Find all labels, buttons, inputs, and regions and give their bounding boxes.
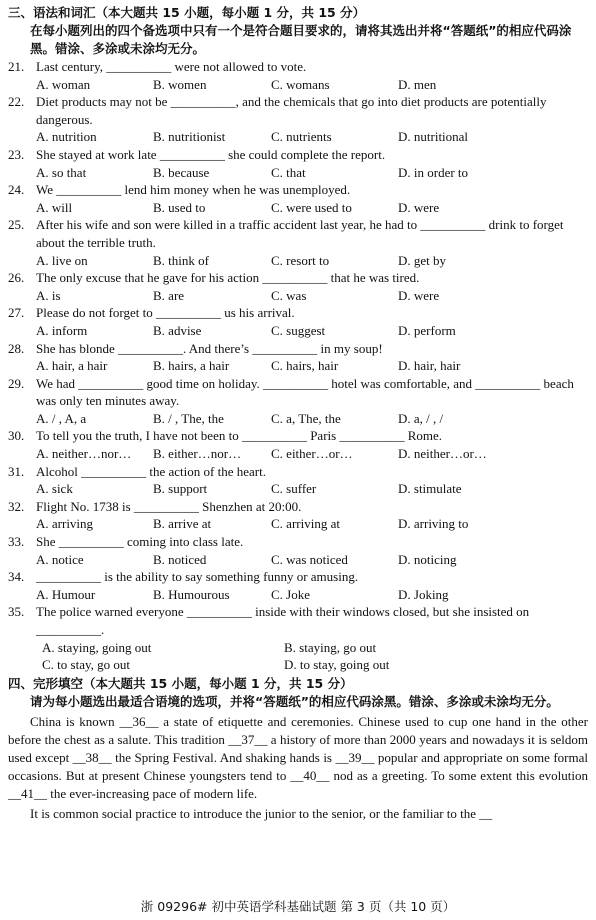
section4-instruction: 请为每小题选出最适合语境的选项，并将“答题纸”的相应代码涂黑。错涂、多涂或未涂均无分。 — [30, 693, 559, 709]
option-row — [8, 76, 588, 94]
option-a[interactable]: A. hair, a hair — [36, 358, 108, 374]
option-row — [8, 515, 588, 533]
option-row — [8, 287, 588, 305]
question-item — [8, 340, 588, 375]
question-item — [8, 58, 588, 93]
option-a[interactable]: A. live on — [36, 252, 88, 268]
question-item — [8, 568, 588, 603]
question-number: 23. — [8, 146, 25, 162]
question-stem-row — [8, 58, 588, 76]
option-c[interactable]: C. either…or… — [271, 446, 353, 462]
option-d[interactable]: D. hair, hair — [398, 358, 461, 374]
option-d[interactable]: D. Joking — [398, 586, 449, 602]
question-stem: Alcohol __________ the action of the heart. — [36, 463, 266, 479]
question-stem: The police warned everyone __________ inside with their windows closed, but she insisted on __________. — [36, 604, 530, 637]
question-stem: We had __________ good time on holiday. __________ hotel was comfortable, and __________ beach was only ten minutes away. — [36, 375, 574, 409]
option-row — [8, 164, 588, 182]
option-c[interactable]: C. was noticed — [271, 551, 348, 567]
question-item — [8, 146, 588, 181]
option-b[interactable]: B. hairs, a hair — [153, 358, 230, 374]
option-b[interactable]: B. used to — [153, 199, 206, 215]
option-row — [8, 252, 588, 270]
option-a[interactable]: A. inform — [36, 322, 88, 338]
question-item — [8, 269, 588, 304]
option-row — [8, 586, 588, 604]
question-number: 21. — [8, 59, 25, 74]
option-d[interactable]: D. a, / , / — [398, 410, 444, 426]
question-stem: Flight No. 1738 is __________ Shenzhen at 20:00. — [36, 498, 302, 514]
option-row — [8, 480, 588, 498]
question-stem: Please do not forget to __________ us his arrival. — [36, 305, 295, 321]
option-a[interactable]: A. / , A, a — [36, 410, 87, 426]
option-a[interactable]: A. arriving — [36, 516, 94, 532]
option-row — [8, 357, 588, 375]
question-item — [8, 181, 588, 216]
question-stem: We __________ lend him money when he was unemployed. — [36, 182, 351, 198]
question-stem-row — [8, 340, 588, 358]
question-number: 26. — [8, 270, 25, 286]
option-d[interactable]: D. men — [398, 76, 437, 92]
question-stem: After his wife and son were killed in a traffic accident last year, he had to __________ drink to forget about the terrible truth. — [36, 217, 564, 250]
cloze-paragraph-2-text: It is common social practice to introduce the junior to the senior, or the familiar to the __ — [30, 805, 493, 821]
section3-instruction: 在每小题列出的四个备选项中只有一个是符合题目要求的，请将其选出并将“答题纸”的相应代码涂黑。错涂、多涂或未涂均无分。 — [30, 23, 572, 56]
option-d[interactable]: D. were — [398, 199, 440, 215]
question-stem: To tell you the truth, I have not been to __________ Paris __________ Rome. — [36, 428, 443, 444]
option-c[interactable]: C. was — [271, 287, 307, 303]
cloze-paragraph-1-text: China is known __36__ a state of etiquette and ceremonies. Chinese used to cup one hand in the other before the chest as a salute. This tradition __37__ a history of more than 2000 years and nowadays it is seldom used except __38__ the Spring Festival. And shaking hands is __39__ popular and appropriate on some formal occasions. But at present Chinese youngsters tend to __40__ nod as a greeting. To some extent this evolution __41__ the ever-increasing pace of modern life. — [8, 713, 588, 801]
question-stem-row — [8, 216, 588, 251]
option-a[interactable]: A. staying, going out — [42, 639, 152, 655]
question-item — [8, 304, 588, 339]
option-a[interactable]: A. Humour — [36, 586, 96, 602]
question-number: 31. — [8, 463, 25, 479]
question-number: 22. — [8, 94, 25, 110]
option-c[interactable]: C. arriving at — [271, 516, 340, 532]
option-d[interactable]: D. get by — [398, 252, 447, 268]
question-number: 32. — [8, 498, 25, 514]
option-a[interactable]: A. woman — [36, 76, 91, 92]
page-footer: 浙 09296# 初中英语学科基础试题 第 3 页（共 10 页） — [140, 899, 456, 914]
question-stem: The only excuse that he gave for his action __________ that he was tired. — [36, 270, 420, 286]
question-stem-row — [8, 533, 588, 551]
option-d[interactable]: D. arriving to — [398, 516, 469, 532]
question-number: 30. — [8, 428, 25, 444]
option-b[interactable]: B. advise — [153, 322, 202, 338]
option-d[interactable]: D. noticing — [398, 551, 457, 567]
option-a[interactable]: A. nutrition — [36, 129, 97, 145]
option-c[interactable]: C. a, The, the — [271, 410, 341, 426]
question-number: 25. — [8, 217, 25, 233]
option-b[interactable]: B. nutritionist — [153, 129, 226, 145]
question-stem-row — [8, 181, 588, 199]
question-list — [8, 58, 588, 674]
question-stem-row — [8, 93, 588, 128]
option-c[interactable]: C. were used to — [271, 199, 352, 215]
section4-title: 四、完形填空（本大题共 15 小题，每小题 1 分，共 15 分） — [8, 675, 353, 691]
question-number: 29. — [8, 375, 25, 391]
question-item — [8, 375, 588, 428]
option-b[interactable]: B. support — [153, 481, 208, 497]
question-stem: She has blonde __________. And there’s __________ in my soup! — [36, 340, 383, 356]
question-item — [8, 603, 588, 673]
exam-page — [8, 4, 588, 823]
option-b[interactable]: B. are — [153, 287, 185, 303]
option-b[interactable]: B. either…nor… — [153, 446, 242, 462]
option-b[interactable]: B. noticed — [153, 551, 207, 567]
question-stem-row — [8, 603, 588, 638]
section3-title: 三、语法和词汇（本大题共 15 小题，每小题 1 分，共 15 分） — [8, 5, 366, 20]
question-stem: Last century, __________ were not allowed to vote. — [36, 59, 307, 74]
question-number: 28. — [8, 340, 25, 356]
option-b[interactable]: B. / , The, the — [153, 410, 224, 426]
option-d[interactable]: D. nutritional — [398, 129, 469, 145]
option-c[interactable]: C. Joke — [271, 586, 310, 602]
option-b[interactable]: B. think of — [153, 252, 209, 268]
question-item — [8, 427, 588, 462]
question-stem: __________ is the ability to say something funny or amusing. — [36, 569, 359, 585]
question-stem: She stayed at work late __________ she could complete the report. — [36, 146, 386, 162]
option-d[interactable]: D. neither…or… — [398, 446, 487, 462]
option-c[interactable]: C. suggest — [271, 322, 326, 338]
question-stem-row — [8, 463, 588, 481]
question-number: 27. — [8, 305, 25, 321]
question-stem-row — [8, 427, 588, 445]
option-row — [8, 128, 588, 146]
option-a[interactable]: A. is — [36, 287, 61, 303]
option-c[interactable]: C. hairs, hair — [271, 358, 339, 374]
option-a[interactable]: A. so that — [36, 164, 87, 180]
question-number: 33. — [8, 534, 25, 550]
cloze-paragraph-1 — [8, 713, 588, 803]
option-d[interactable]: D. were — [398, 287, 440, 303]
option-d[interactable]: D. perform — [398, 322, 456, 338]
question-stem-row — [8, 498, 588, 516]
option-a[interactable]: A. notice — [36, 551, 84, 567]
option-a[interactable]: A. sick — [36, 481, 73, 497]
option-d[interactable]: D. stimulate — [398, 481, 462, 497]
option-row — [8, 199, 588, 217]
question-stem: She __________ coming into class late. — [36, 534, 244, 550]
option-a[interactable]: A. neither…nor… — [36, 446, 132, 462]
option-b[interactable]: B. women — [153, 76, 207, 92]
question-number: 35. — [8, 604, 25, 620]
option-c[interactable]: C. resort to — [271, 252, 330, 268]
option-row — [8, 410, 588, 428]
question-item — [8, 216, 588, 269]
question-item — [8, 463, 588, 498]
question-stem-row — [8, 146, 588, 164]
question-stem-row — [8, 304, 588, 322]
question-stem-row — [8, 269, 588, 287]
option-d[interactable]: D. to stay, going out — [284, 657, 390, 673]
option-c[interactable]: C. that — [271, 164, 306, 180]
option-row — [8, 551, 588, 569]
option-c[interactable]: C. womans — [271, 76, 330, 92]
question-number: 34. — [8, 569, 25, 585]
question-item — [8, 93, 588, 146]
cloze-paragraph-2 — [8, 805, 588, 823]
option-b[interactable]: B. Humourous — [153, 586, 230, 602]
question-item — [8, 533, 588, 568]
option-b[interactable]: B. staying, go out — [284, 639, 377, 655]
option-c[interactable]: C. suffer — [271, 481, 317, 497]
question-item — [8, 498, 588, 533]
option-c[interactable]: C. to stay, go out — [42, 657, 130, 673]
option-b[interactable]: B. because — [153, 164, 210, 180]
option-d[interactable]: D. in order to — [398, 164, 469, 180]
option-a[interactable]: A. will — [36, 199, 73, 215]
option-row — [8, 322, 588, 340]
question-stem-row — [8, 375, 588, 410]
question-stem: Diet products may not be __________, and the chemicals that go into diet products are potentially dangerous. — [36, 94, 547, 127]
option-c[interactable]: C. nutrients — [271, 129, 332, 145]
question-stem-row — [8, 568, 588, 586]
option-row — [8, 639, 588, 674]
option-b[interactable]: B. arrive at — [153, 516, 212, 532]
option-row — [8, 445, 588, 463]
question-number: 24. — [8, 182, 25, 198]
